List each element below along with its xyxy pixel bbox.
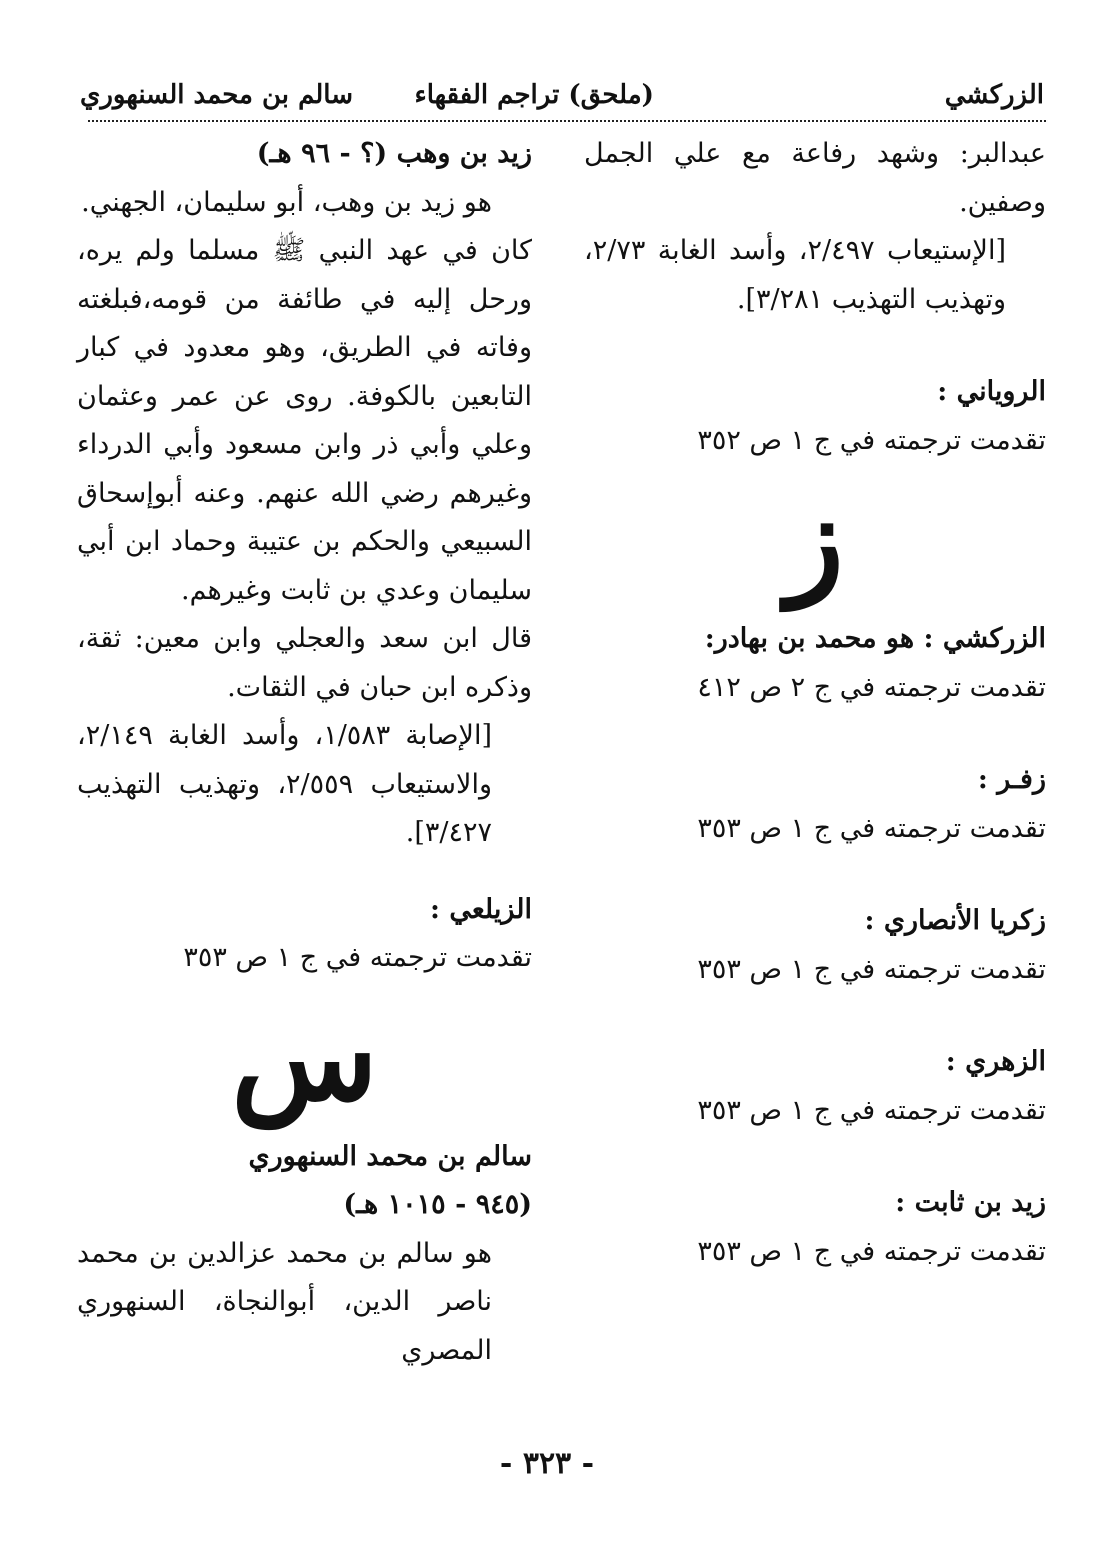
entry-text: تقدمت ترجمته في ج ١ ص ٣٥٣ — [697, 812, 1046, 844]
header-center: (ملحق) تراجم الفقهاء — [414, 80, 654, 110]
entry-text: كان في عهد النبي ﷺ مسلما ولم يره، ورحل إليه في طائفة من قومه،فبلغته وفاته في الطريق، وهو معدود في كبار التابعين بالكوفة. روى عن عمر وعثمان وعلي وأبي ذر وابن مسعود وأبي الدرداء وغيرهم رضي الله عنهم. وعنه أبوإسحاق السبيعي والحكم بن عتيبة وحماد ابن أبي سليمان وعدي بن ثابت وغيرهم. — [77, 235, 532, 606]
entry-text: تقدمت ترجمته في ج ١ ص ٣٥٣ — [697, 953, 1046, 985]
entry-heading: زيد بن ثابت : — [895, 1187, 1046, 1218]
spacer — [584, 853, 1046, 897]
spacer — [584, 1135, 1046, 1179]
entry-text: هو سالم بن محمد عزالدين بن محمد ناصر الدين، أبوالنجاة، السنهوري المصري — [77, 1237, 492, 1366]
section-letter: ز — [786, 469, 844, 610]
left-column — [77, 130, 532, 1375]
entry-text: عبدالبر: وشهد رفاعة مع علي الجمل وصفين. — [584, 138, 1046, 218]
entry-text: تقدمت ترجمته في ج ٢ ص ٤١٢ — [697, 671, 1046, 703]
header-divider — [88, 120, 1046, 122]
entry-text: تقدمت ترجمته في ج ١ ص ٣٥٣ — [697, 1235, 1046, 1267]
spacer — [77, 858, 532, 886]
header-left: سالم بن محمد السنهوري — [80, 80, 354, 110]
entry-text: [الإصابة ١/٥٨٣، وأسد الغابة ٢/١٤٩، والاستيعاب ٢/٥٥٩، وتهذيب التهذيب ٣/٤٢٧]. — [77, 720, 492, 848]
entry-heading: (٩٤٥ - ١٠١٥ هـ) — [343, 1189, 532, 1220]
entry-text: هو زيد بن وهب، أبو سليمان، الجهني. — [81, 186, 492, 218]
entry-heading: الروياني : — [937, 376, 1046, 407]
entry-heading: الزهري : — [945, 1046, 1046, 1077]
entry-heading: زفـر : — [977, 764, 1046, 795]
entry-text: تقدمت ترجمته في ج ١ ص ٣٥٣ — [697, 1094, 1046, 1126]
section-letter: س — [231, 986, 378, 1128]
entry-heading: زيد بن وهب (؟ - ٩٦ هـ) — [256, 138, 532, 169]
entry-heading: الزركشي : هو محمد بن بهادر: — [704, 623, 1046, 654]
entry-heading: سالم بن محمد السنهوري — [248, 1140, 532, 1172]
entry-text: تقدمت ترجمته في ج ١ ص ٣٥٣ — [183, 942, 532, 973]
spacer — [584, 324, 1046, 368]
entry-text: [الإستيعاب ٢/٤٩٧، وأسد الغابة ٢/٧٣، وتهذيب التهذيب ٣/٢٨١]. — [584, 235, 1006, 315]
running-header — [80, 70, 1044, 120]
entry-text: تقدمت ترجمته في ج ١ ص ٣٥٢ — [697, 424, 1046, 456]
right-column — [584, 130, 1046, 1276]
entry-heading: الزيلعي : — [430, 893, 532, 925]
spacer — [584, 712, 1046, 756]
spacer — [584, 994, 1046, 1038]
entry-text: قال ابن سعد والعجلي وابن معين: ثقة، وذكره ابن حبان في الثقات. — [77, 623, 532, 703]
entry-heading: زكريا الأنصاري : — [864, 905, 1046, 936]
header-right: الزركشي — [944, 80, 1044, 110]
page-number: - ٣٢٣ - — [499, 1446, 595, 1481]
